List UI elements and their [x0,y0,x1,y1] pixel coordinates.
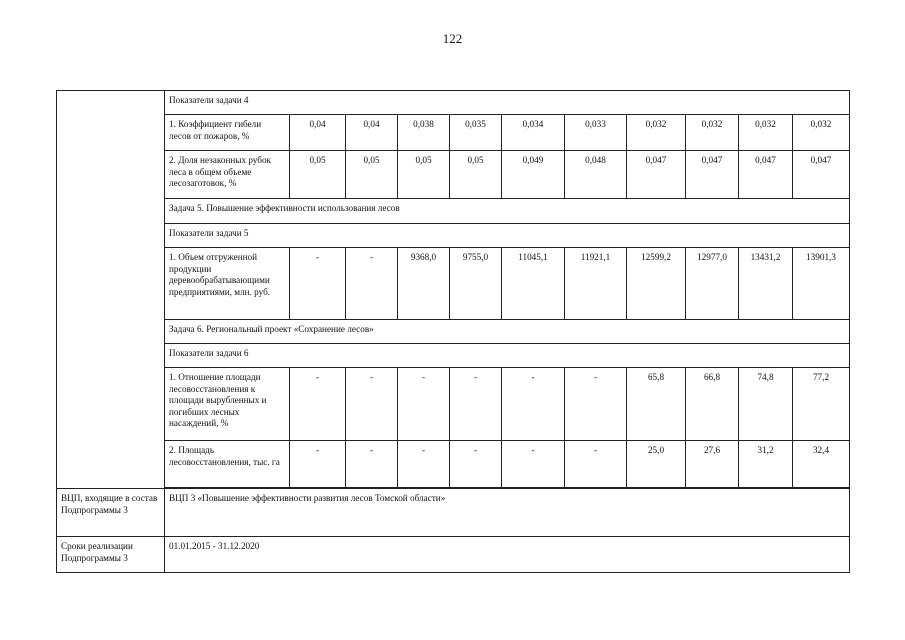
value-cell: 9755,0 [450,248,502,320]
value-cell: 0,047 [686,151,739,199]
indicators-table [56,90,850,573]
task5-title: Задача 5. Повышение эффективности использования лесов [165,199,850,224]
table-row [57,199,850,224]
value-cell: - [398,368,450,441]
indicator-label: 1. Коэффициент гибели лесов от пожаров, % [165,115,290,151]
table-row [57,368,850,441]
vcp-value: ВЦП 3 «Повышение эффективности развития лесов Томской области» [165,489,850,537]
table-row [57,441,850,488]
value-cell: - [450,441,502,488]
value-cell: 11921,1 [565,248,627,320]
value-cell: - [290,248,346,320]
value-cell: - [346,368,398,441]
value-cell: 13431,2 [739,248,793,320]
table-row [57,91,850,115]
value-cell: 9368,0 [398,248,450,320]
value-cell: 11045,1 [502,248,565,320]
value-cell: - [290,368,346,441]
value-cell: 0,034 [502,115,565,151]
value-cell: 0,047 [627,151,686,199]
value-cell: 0,038 [398,115,450,151]
value-cell: 0,04 [346,115,398,151]
table-row [57,248,850,320]
value-cell: 0,035 [450,115,502,151]
value-cell: 0,032 [793,115,850,151]
value-cell: 31,2 [739,441,793,488]
left-label-cell-empty [57,91,165,489]
value-cell: - [502,441,565,488]
value-cell: - [346,441,398,488]
value-cell: 0,033 [565,115,627,151]
task6-header: Показатели задачи 6 [165,344,850,368]
value-cell: 27,6 [686,441,739,488]
table-row [57,115,850,151]
indicator-label: 1. Отношение площади лесовосстановления к площади вырубленных и погибших лесных насаждений, % [165,368,290,441]
value-cell: 0,04 [290,115,346,151]
value-cell: 0,048 [565,151,627,199]
value-cell: - [502,368,565,441]
task4-header: Показатели задачи 4 [165,91,850,115]
task5-header: Показатели задачи 5 [165,224,850,248]
page-number: 122 [442,31,463,46]
value-cell: 77,2 [793,368,850,441]
indicator-label: 2. Площадь лесовосстановления, тыс. га [165,441,290,488]
value-cell: 13901,3 [793,248,850,320]
value-cell: - [398,441,450,488]
value-cell: 12977,0 [686,248,739,320]
task6-title: Задача 6. Региональный проект «Сохранение лесов» [165,320,850,344]
value-cell: 66,8 [686,368,739,441]
value-cell: 0,032 [739,115,793,151]
table-row [57,344,850,368]
value-cell: 0,047 [739,151,793,199]
value-cell: 0,049 [502,151,565,199]
value-cell: - [290,441,346,488]
table-row [57,224,850,248]
value-cell: 0,032 [627,115,686,151]
value-cell: - [346,248,398,320]
value-cell: 0,047 [793,151,850,199]
value-cell: 0,032 [686,115,739,151]
value-cell: 12599,2 [627,248,686,320]
value-cell: 74,8 [739,368,793,441]
table-row [57,537,850,573]
value-cell: - [565,368,627,441]
value-cell: 0,05 [450,151,502,199]
terms-label: Сроки реализации Подпрограммы 3 [57,537,165,573]
terms-value: 01.01.2015 - 31.12.2020 [165,537,850,573]
table-row [57,320,850,344]
indicator-label: 2. Доля незаконных рубок леса в общем объеме лесозаготовок, % [165,151,290,199]
value-cell: - [565,441,627,488]
vcp-label: ВЦП, входящие в состав Подпрограммы 3 [57,489,165,537]
table-row [57,151,850,199]
value-cell: 32,4 [793,441,850,488]
value-cell: 0,05 [290,151,346,199]
value-cell: 25,0 [627,441,686,488]
value-cell: 0,05 [398,151,450,199]
value-cell: 65,8 [627,368,686,441]
value-cell: 0,05 [346,151,398,199]
value-cell: - [450,368,502,441]
table-row [57,489,850,537]
indicator-label: 1. Объем отгруженной продукции деревообрабатывающими предприятиями, млн. руб. [165,248,290,320]
